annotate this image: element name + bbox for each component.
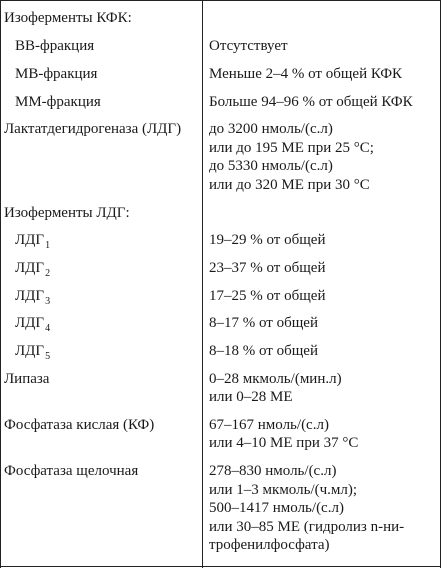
row-label: Лактатдегидрогеназа (ЛДГ) [4, 121, 182, 137]
row-value: или 30–85 МЕ (гидролиз n-ни- [209, 519, 405, 535]
row-value: или до 320 МЕ при 30 °С [209, 177, 370, 193]
table-bottom-border [0, 566, 441, 567]
row-label: ММ-фракция [15, 94, 101, 110]
row-label: $ЛДГ_5$ [15, 343, 51, 362]
row-value: 8–17 % от общей [209, 315, 318, 331]
row-label: Фосфатаза кислая (КФ) [4, 417, 155, 433]
row-value: Отсутствует [209, 38, 288, 54]
table-top-border [0, 0, 441, 1]
row-label: $ЛДГ_1$ [15, 232, 51, 251]
row-label: Изоферменты ЛДГ: [4, 205, 130, 221]
row-value: или до 195 МЕ при 25 °С; [209, 140, 374, 156]
row-value: трофенилфосфата) [209, 537, 330, 553]
row-value: 278–830 нмоль/(с.л) [209, 463, 337, 479]
row-label: ВВ-фракция [15, 38, 95, 54]
row-value: до 5330 нмоль/(с.л) [209, 158, 333, 174]
row-value: или 0–28 МЕ [209, 389, 293, 405]
row-value: 500–1417 нмоль/(с.л) [209, 500, 344, 516]
row-label: МВ-фракция [15, 66, 98, 82]
row-value: 0–28 мкмоль/(мин.л) [209, 371, 342, 387]
row-label: $ЛДГ_4$ [15, 315, 51, 334]
table-left-border [0, 0, 1, 568]
row-label: $ЛДГ_2$ [15, 260, 51, 279]
row-label: Изоферменты КФК: [4, 10, 132, 26]
row-value: Больше 94–96 % от общей КФК [209, 94, 413, 110]
row-label: Фосфатаза щелочная [4, 463, 139, 479]
row-value: 17–25 % от общей [209, 288, 326, 304]
column-divider [202, 0, 203, 568]
row-value: до 3200 нмоль/(с.л) [209, 121, 333, 137]
row-value: 23–37 % от общей [209, 260, 326, 276]
row-value: или 4–10 МЕ при 37 °С [209, 435, 359, 451]
row-value: 8–18 % от общей [209, 343, 318, 359]
row-value: Меньше 2–4 % от общей КФК [209, 66, 403, 82]
row-label: $ЛДГ_3$ [15, 288, 51, 307]
row-value: 67–167 нмоль/(с.л) [209, 417, 329, 433]
row-value: 19–29 % от общей [209, 232, 326, 248]
row-label: Липаза [4, 371, 50, 387]
row-value: или 1–3 мкмоль/(ч.мл); [209, 482, 358, 498]
